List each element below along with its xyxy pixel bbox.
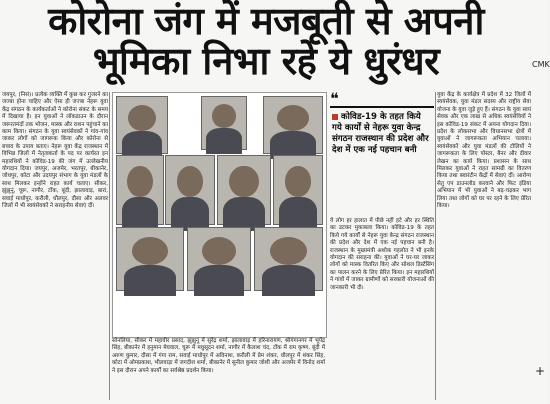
headline-line-1: कोरोना जंग में मजबूती से अपनी bbox=[48, 0, 484, 43]
pull-quote bbox=[330, 89, 434, 212]
pull-quote-body bbox=[332, 112, 432, 156]
column-divider bbox=[435, 92, 436, 400]
article-column-4 bbox=[437, 92, 531, 400]
pull-quote-rule bbox=[330, 106, 434, 108]
portrait-photo bbox=[201, 96, 247, 150]
portrait-photo bbox=[116, 155, 164, 225]
column-3-text: ये लोग हर हालात में पीछे नहीं हटे और हर स्थिति का डटकर मुकाबला किया। कोविड-19 के तहत किये गये कार्यों से नेहरू युवा केन्द्र संगठन राजस्थान की प्रदेश और देश में एक नई पहचान बनी है। राजस्थान के मुख्यमंत्री अशोक गहलोत ने भी इनके योगदान की सराहना की। युवाओं ने घर-घर जाकर लोगों को मास्क वितरित किए और सोशल डिस्टेंसिंग का पालन करने के लिए प्रेरित किया। इन महारथियों ने गांवों में जाकर ग्रामीणों को सरकारी योजनाओं की जानकारी भी दी। bbox=[330, 218, 434, 291]
article-column-1 bbox=[2, 92, 108, 400]
plus-icon: + bbox=[534, 364, 545, 378]
portrait-photo bbox=[217, 155, 271, 225]
portrait-photo bbox=[187, 227, 251, 291]
portrait-photo bbox=[165, 155, 215, 225]
portrait-photo bbox=[273, 155, 323, 225]
column-1-text: जयपुर, (निसं)। प्रत्येक व्यक्ति में कुछ कर गुजरने का जज्बा होना चाहिए और ऐसा ही जज्बा नेहरू युवा केंद्र संगठन के कार्यकर्ताओं ने कोरोना संकट के समय में दिखाया है। इन युवाओं ने लॉकडाउन के दौरान जरूरतमंदों तक भोजन, मास्क और राशन पहुंचाने का काम किया। संगठन के युवा स्वयंसेवकों ने गांव-गांव जाकर लोगों को जागरूक किया और कोरोना से बचाव के उपाय बताए। नेहरू युवा केंद्र राजस्थान में विभिन्न जिलों में नेतृत्वकर्ता के पद पर कार्यरत इन महारथियों ने कोविड-19 की जंग में उल्लेखनीय योगदान दिया। जयपुर, अजमेर, भरतपुर, बीकानेर, जोधपुर, कोटा और उदयपुर संभाग के युवा मंडलों के साथ मिलकर इन्होंने राहत कार्य चलाए। सीकर, झुंझुनूं, चूरू, नागौर, टोंक, बूंदी, झालावाड़, बारां, सवाई माधोपुर, करौली, धौलपुर, दौसा और अलवर जिलों में भी स्वयंसेवकों ने सराहनीय सेवाएं दीं। bbox=[2, 92, 109, 210]
photo-caption-text: सोनलिया, सीकर में महावीर प्रसाद, झुंझुनूं में सुरेंद्र शर्मा, झालावाड़ में हरिनारायण, श्रीगंगानगर में भूपेंद्र सिंह, बीकानेर में हनुमान मेघवाल, चूरू में मधुसूदन शर्मा, नागौर में कैलाश चंद, टोंक में राम कृष्ण, बूंदी में अरुण कुमार, दौसा में गंगा राम, सवाई माधोपुर में अविनाश, करौली में प्रेम शंकर, धौलपुर में शंकर सिंह, कोटा में ओमप्रकाश, भीलवाड़ा में जगदीश शर्मा, बीकानेर में सुनील कुमार जोशी और अजमेर में विनोद शर्मा ने इस दौरान अपने कार्यों का सर्वश्रेष्ठ प्रदर्शन किया। bbox=[112, 338, 325, 374]
column-divider bbox=[109, 92, 110, 400]
headline-line-2: भूमिका निभा रहे ये धुरंधर bbox=[92, 38, 440, 83]
edge-mark: CMK bbox=[532, 60, 550, 69]
column-4-text: युवा केंद्र के कार्यक्षेत्र में प्रदेश में 32 जिलों में स्वयंसेवक, युवा मंडल सदस्य और राष्ट्रीय सेवा योजना के युवा जुड़े हुए हैं। संगठन के युवा स्वयं सेवक और एक लाख से अधिक स्वयंसेवियों ने इस कोविड-19 संकट में अपना योगदान दिया। प्रदेश के लोकसभा और विधानसभा क्षेत्रों में युवाओं ने जागरूकता अभियान चलाया। स्वयंसेवकों और युवा मंडलों की टोलियों ने जागरूकता के लिए पोस्टर, बैनर और दीवार लेखन का कार्य किया। प्रशासन के साथ मिलकर युवाओं ने राहत सामग्री का वितरण किया तथा क्वारंटीन केंद्रों में सेवाएं दीं। आरोग्य सेतु एप डाउनलोड करवाने और फिट इंडिया अभियान में भी युवाओं ने बढ़-चढ़कर भाग लिया तथा लोगों को घर पर रहने के लिए प्रेरित किया। bbox=[437, 92, 531, 210]
photo-caption bbox=[112, 338, 325, 400]
article-column-3 bbox=[330, 218, 434, 400]
pull-quote-text: कोविड-19 के तहत किये गये कार्यों से नेहरू युवा केन्द्र संगठन राजस्थान की प्रदेश और देश में एक नई पहचान बनी bbox=[332, 112, 429, 155]
quote-icon: ❝ bbox=[330, 89, 339, 108]
portrait-photo bbox=[263, 96, 323, 154]
portrait-photo bbox=[254, 227, 323, 291]
red-square-bullet-icon bbox=[332, 114, 338, 120]
headline bbox=[2, 2, 530, 82]
portrait-photo bbox=[116, 227, 184, 291]
photo-collage bbox=[112, 92, 327, 338]
portrait-photo bbox=[116, 96, 168, 154]
